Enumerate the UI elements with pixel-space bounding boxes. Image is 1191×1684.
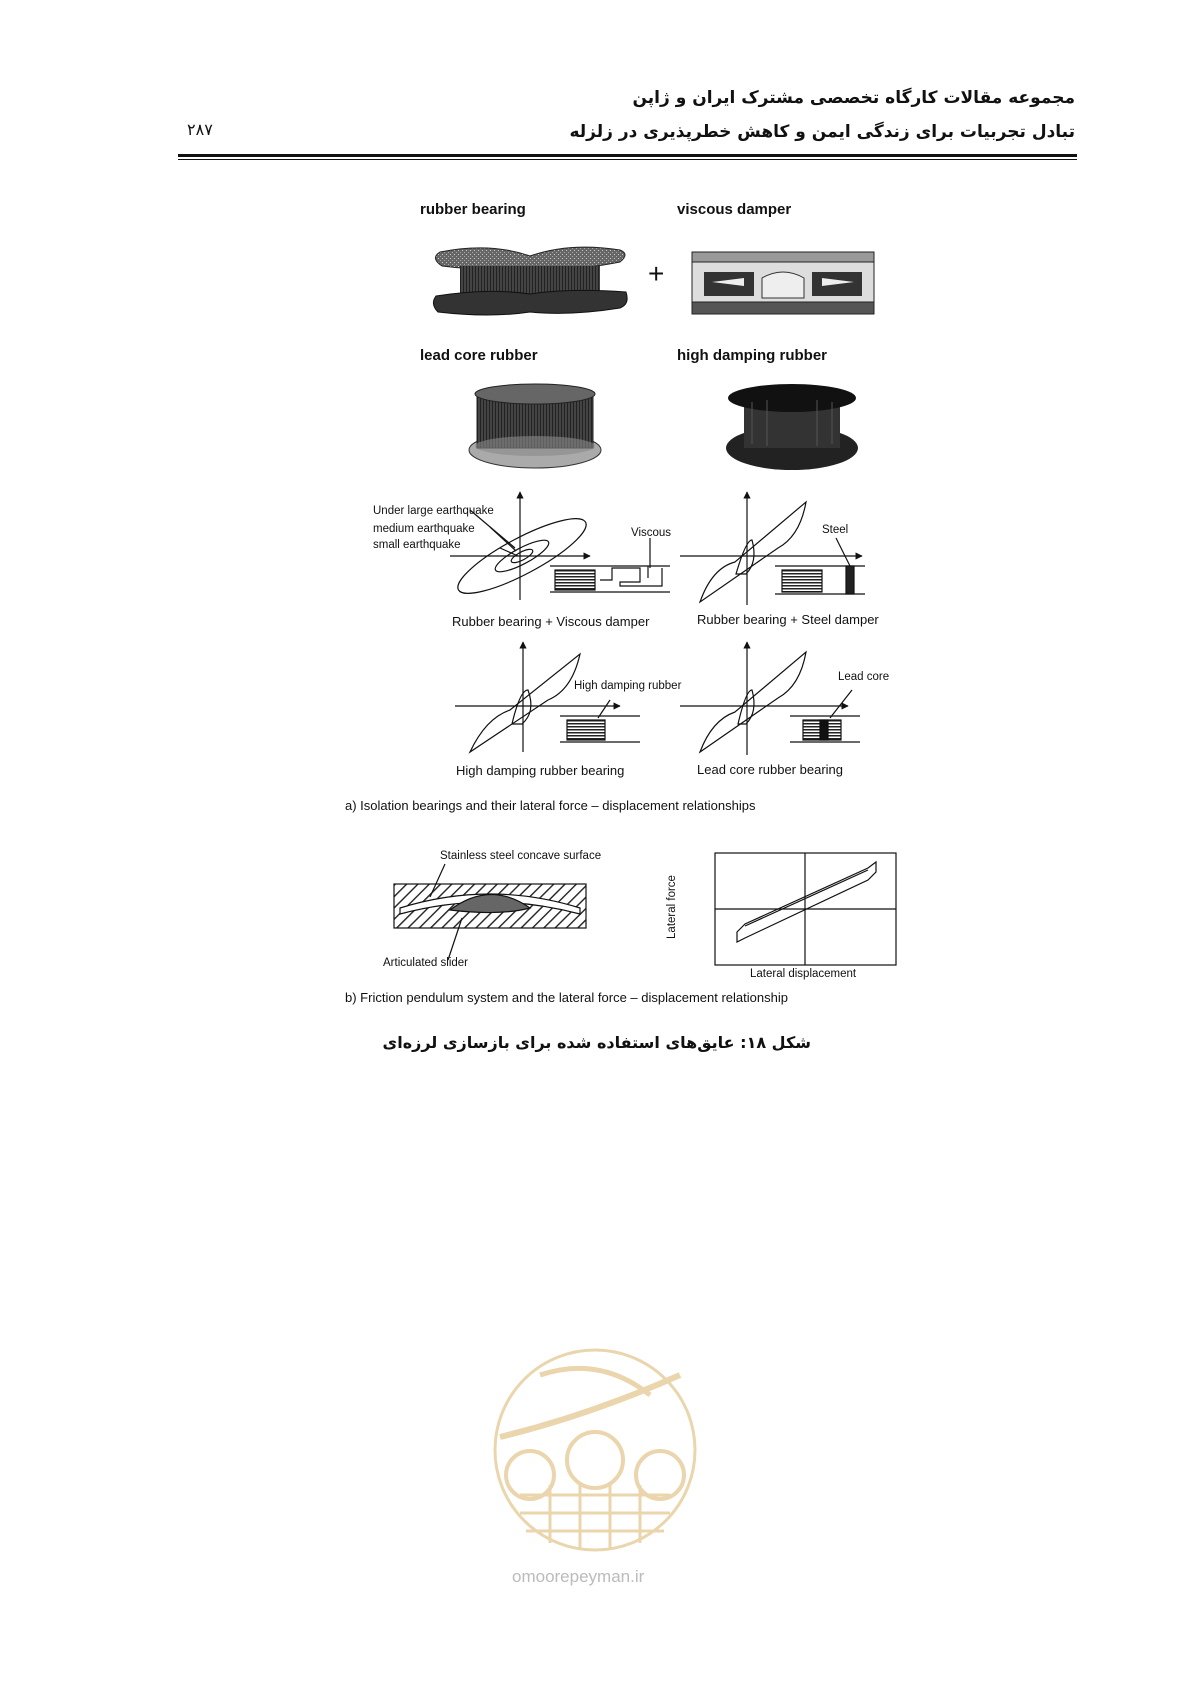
label-rubber-bearing: rubber bearing	[420, 201, 526, 218]
diagram-lead-core	[680, 642, 860, 755]
page-number: ۲۸۷	[187, 120, 213, 139]
chart-x-label: Lateral displacement	[750, 968, 857, 980]
friction-pendulum-section	[394, 864, 586, 960]
label-high-damping-rubber: high damping rubber	[677, 347, 827, 364]
diagram-high-damping	[455, 642, 640, 752]
caption-rubber-steel: Rubber bearing + Steel damper	[697, 612, 879, 627]
label-lead-core: Lead core	[838, 671, 890, 683]
label-viscous: Viscous	[631, 527, 672, 539]
friction-pendulum-chart	[715, 853, 896, 965]
plus-sign: +	[648, 258, 665, 289]
label-medium-eq: medium earthquake	[373, 523, 475, 535]
label-under-large-eq: Under large earthquake	[373, 505, 494, 517]
caption-a: a) Isolation bearings and their lateral force – displacement relationships	[345, 798, 756, 813]
label-concave-surface: Stainless steel concave surface	[440, 850, 602, 862]
figure-caption-fa: شکل ۱۸: عایق‌های استفاده شده برای بازسازی لرزه‌ای	[382, 1033, 811, 1052]
watermark-logo	[480, 1345, 710, 1560]
header-title-line2: تبادل تجربیات برای زندگی ایمن و کاهش خطرپذیری در زلزله	[569, 122, 1075, 142]
label-high-damping-rubber-diagram: High damping rubber	[574, 680, 682, 692]
caption-high-damping: High damping rubber bearing	[456, 763, 625, 778]
label-lead-core-rubber: lead core rubber	[420, 347, 538, 364]
label-articulated-slider: Articulated slider	[383, 957, 469, 969]
label-viscous-damper: viscous damper	[677, 201, 792, 218]
header-title-line1: مجموعه مقالات کارگاه تخصصی مشترک ایران و ژاپن	[632, 88, 1075, 108]
diagram-rubber-steel	[680, 492, 865, 605]
caption-b: b) Friction pendulum system and the lateral force – displacement relationship	[345, 990, 788, 1005]
label-small-eq: small earthquake	[373, 539, 461, 551]
chart-y-label: Lateral force	[665, 875, 678, 939]
label-steel: Steel	[822, 524, 849, 536]
caption-rubber-viscous: Rubber bearing + Viscous damper	[452, 614, 650, 629]
watermark-text: omoorepeyman.ir	[512, 1567, 645, 1586]
caption-lead-core: Lead core rubber bearing	[697, 762, 843, 777]
